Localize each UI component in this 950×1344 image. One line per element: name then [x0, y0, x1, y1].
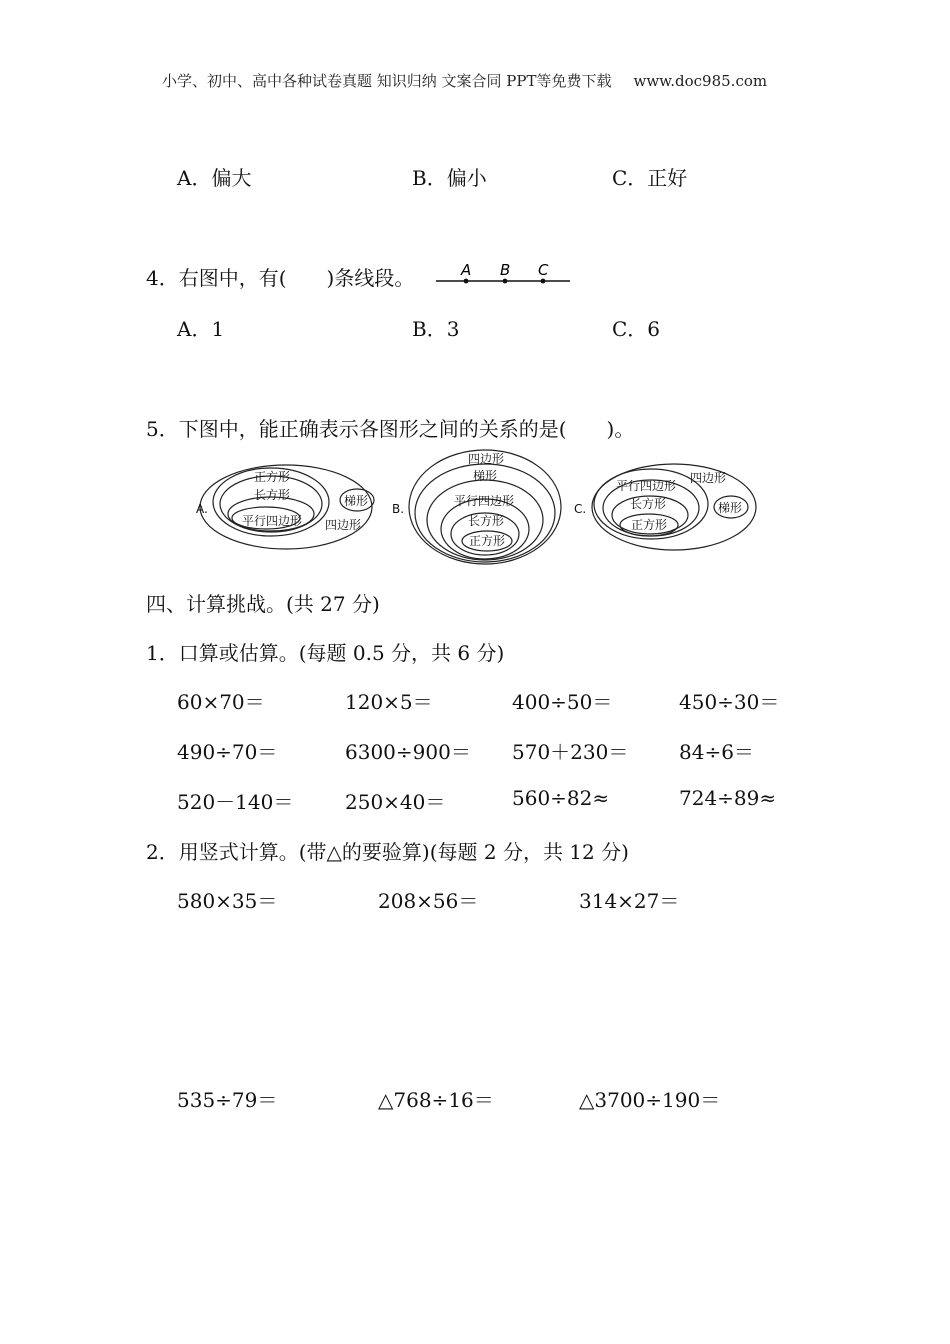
- q4-point-a-label: A: [461, 261, 472, 279]
- diagram-c-trapezoid: 梯形: [718, 501, 743, 515]
- diagram-a-label: A.: [196, 502, 208, 516]
- diagram-b-quadrilateral: 四边形: [468, 452, 505, 466]
- vertical-calc-item: 314×27＝: [579, 889, 680, 913]
- diagram-b-rectangle: 长方形: [468, 514, 505, 528]
- header-text: 小学、初中、高中各种试卷真题 知识归纳 文案合同 PPT等免费下载: [162, 72, 612, 90]
- mental-math-item: 490÷70＝: [177, 740, 278, 764]
- mental-math-item: 60×70＝: [177, 690, 265, 714]
- diagram-b-square: 正方形: [469, 534, 506, 548]
- vertical-calc-item: 535÷79＝: [177, 1088, 278, 1112]
- page-header: [162, 70, 767, 91]
- mental-math-item: 250×40＝: [345, 790, 446, 814]
- diagram-c-label: C.: [574, 502, 587, 516]
- q4-stem: 4．右图中，有( )条线段。: [146, 266, 415, 290]
- mental-math-item: 724÷89≈: [679, 786, 777, 810]
- section4-q2-stem: 2．用竖式计算。(带△的要验算)(每题 2 分，共 12 分): [146, 840, 629, 864]
- section4-q1-stem: 1．口算或估算。(每题 0.5 分，共 6 分): [146, 641, 505, 665]
- vertical-calc-item: 208×56＝: [378, 889, 479, 913]
- mental-math-item: 560÷82≈: [512, 786, 610, 810]
- diagram-a-quadrilateral: 四边形: [325, 518, 362, 532]
- diagram-a-square: 正方形: [254, 470, 291, 484]
- q4-point-c-label: C: [538, 261, 549, 279]
- mental-math-item: 6300÷900＝: [345, 740, 471, 764]
- q3-option-b: B．偏小: [412, 166, 487, 190]
- vertical-calc-item: △768÷16＝: [378, 1088, 494, 1112]
- q4-point-a-dot: [464, 279, 469, 284]
- vertical-calc-item: 580×35＝: [177, 889, 278, 913]
- q5-stem: 5．下图中，能正确表示各图形之间的关系的是( )。: [146, 417, 635, 441]
- mental-math-item: 400÷50＝: [512, 690, 613, 714]
- diagram-c-parallelogram: 平行四边形: [616, 479, 677, 493]
- q4-option-a: A．1: [177, 317, 225, 341]
- q4-option-c: C．6: [612, 317, 661, 341]
- q3-option-a: A．偏大: [177, 166, 252, 190]
- mental-math-item: 570＋230＝: [512, 740, 629, 764]
- q4-segment-figure: [432, 258, 574, 288]
- q4-option-b: B．3: [412, 317, 460, 341]
- vertical-calc-item: △3700÷190＝: [579, 1088, 721, 1112]
- diagram-a-rectangle: 长方形: [254, 488, 291, 502]
- q4-point-b-dot: [503, 279, 508, 284]
- q4-point-c-dot: [541, 279, 546, 284]
- q3-option-c: C．正好: [612, 166, 688, 190]
- diagram-c-quadrilateral: 四边形: [690, 471, 727, 485]
- section4-title: 四、计算挑战。(共 27 分): [146, 592, 380, 616]
- q4-point-b-label: B: [500, 261, 511, 279]
- header-site: www.doc985.com: [633, 72, 768, 90]
- mental-math-item: 120×5＝: [345, 690, 433, 714]
- diagram-c-rectangle: 长方形: [630, 497, 667, 511]
- mental-math-item: 520－140＝: [177, 790, 294, 814]
- diagram-a-parallelogram: 平行四边形: [242, 514, 303, 528]
- diagram-b-parallelogram: 平行四边形: [454, 494, 515, 508]
- q5-venn-diagrams: [190, 448, 770, 568]
- diagram-b-trapezoid: 梯形: [473, 469, 498, 483]
- mental-math-item: 450÷30＝: [679, 690, 780, 714]
- diagram-a-trapezoid: 梯形: [344, 494, 369, 508]
- diagram-c-square: 正方形: [631, 518, 668, 532]
- mental-math-item: 84÷6＝: [679, 740, 754, 764]
- diagram-b-label: B.: [392, 502, 405, 516]
